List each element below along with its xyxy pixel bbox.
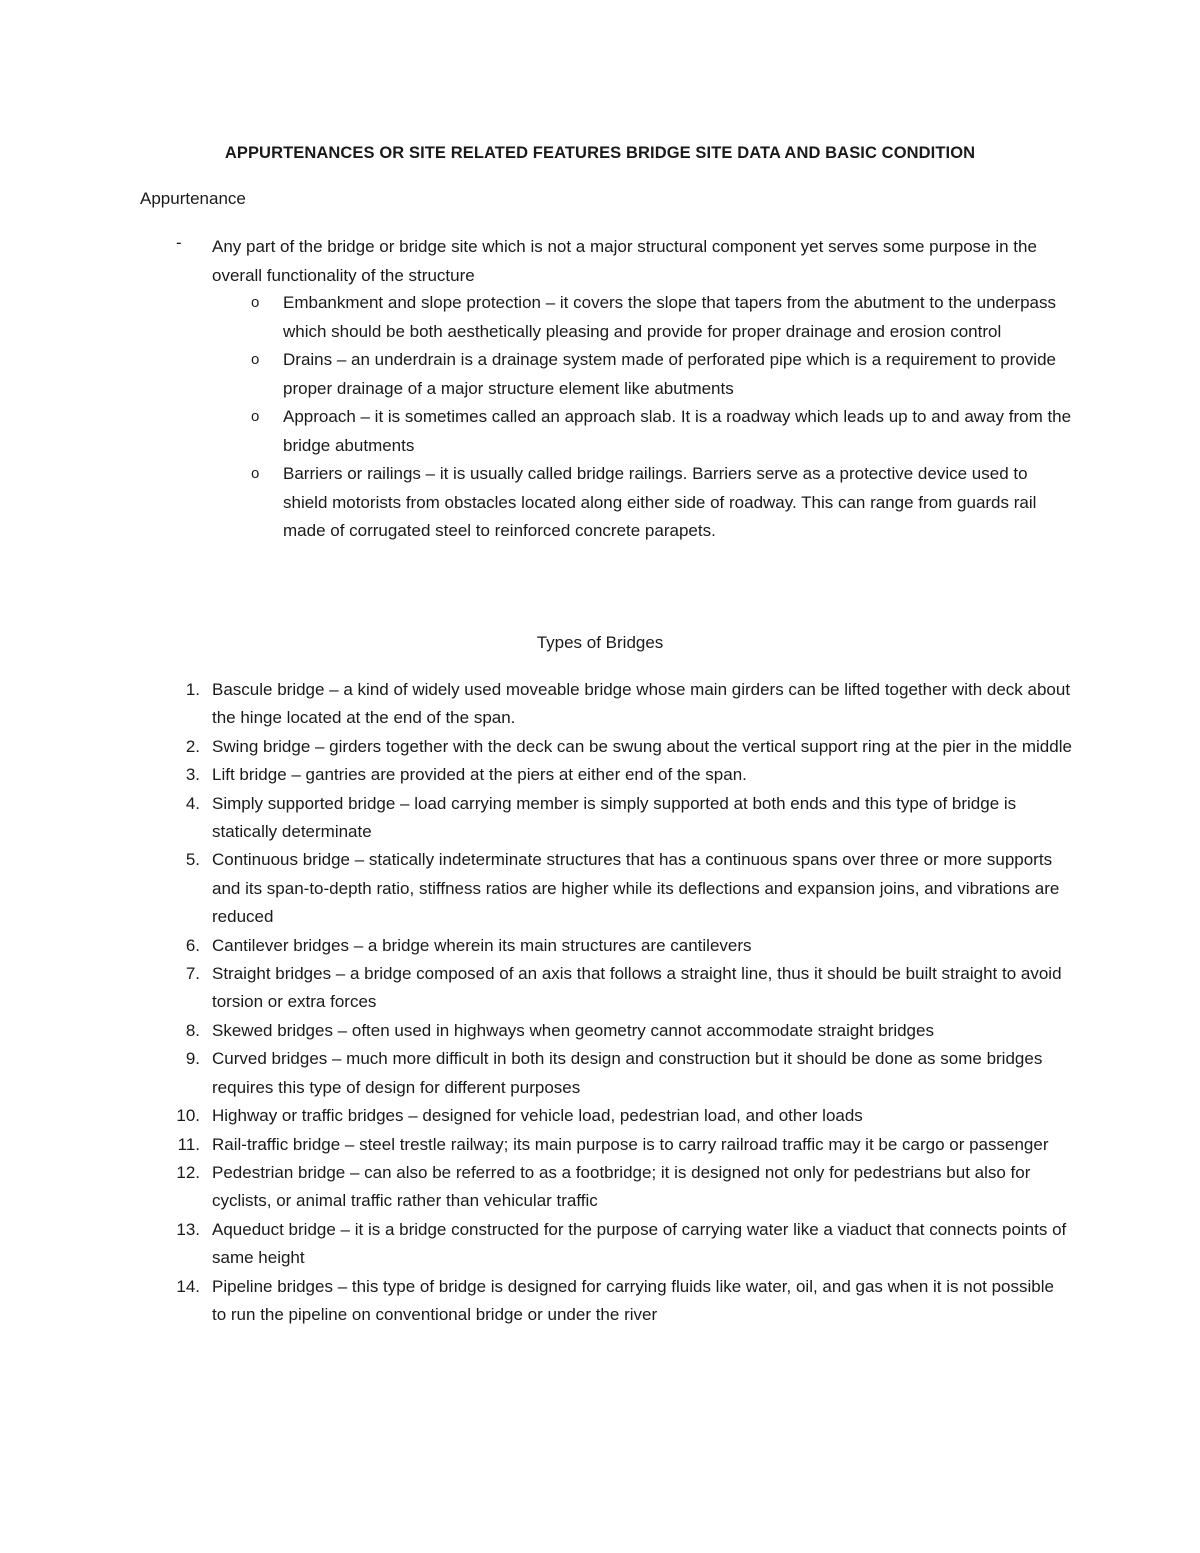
bridge-type-text: Straight bridges – a bridge composed of an axis that follows a straight line, thus it should be built straight to avoid torsion or extra forces [212, 964, 1062, 1012]
bridge-type-item [140, 1102, 1060, 1130]
bridge-type-item [140, 1131, 1060, 1159]
list-number: 13. [176, 1219, 200, 1239]
list-number: 9. [185, 1049, 200, 1069]
list-number: 4. [185, 793, 200, 813]
bridge-type-item [140, 676, 1071, 733]
bridge-type-item [140, 960, 1060, 1017]
list-number: 8. [185, 1020, 200, 1040]
bridge-type-item [140, 1273, 1060, 1330]
bridge-type-item [140, 1017, 1060, 1045]
types-heading: Types of Bridges [536, 633, 664, 652]
bridge-type-text: Simply supported bridge – load carrying member is simply supported at both ends and this type of bridge is statically determinate [212, 793, 1017, 842]
circle-bullet: o [251, 351, 260, 368]
list-number: 5. [185, 850, 200, 870]
appurtenance-list-text: Embankment and slope protection – it covers the slope that tapers from the abutment to the underpass which should be both aesthetically pleasing and provide for proper drainage and erosion control [283, 293, 1057, 341]
bridge-type-item [140, 932, 1060, 960]
appurtenance-list-text: Drains – an underdrain is a drainage system made of perforated pipe which is a requirement to provide proper drainage of a major structure element like abutments [283, 350, 1056, 398]
bridge-type-text: Cantilever bridges – a bridge wherein its main structures are cantilevers [212, 935, 752, 955]
bridge-type-text: Highway or traffic bridges – designed for vehicle load, pedestrian load, and other loads [212, 1106, 863, 1126]
bridge-type-text: Rail-traffic bridge – steel trestle railway; its main purpose is to carry railroad traffic may it be cargo or passenger [212, 1134, 1049, 1154]
list-number: 6. [185, 935, 200, 955]
bridge-type-item [140, 1216, 1067, 1273]
appurtenance-list-item [140, 460, 1060, 546]
list-number: 11. [177, 1134, 200, 1154]
list-number: 12. [176, 1162, 200, 1182]
dash-bullet: - [176, 233, 182, 252]
bridge-type-text: Bascule bridge – a kind of widely used moveable bridge whose main girders can be lifted together with deck about the hinge located at the end of the span. [212, 680, 1071, 728]
list-number: 1. [185, 680, 200, 699]
bridge-type-text: Swing bridge – girders together with the deck can be swung about the vertical support ring at the pier in the middle [212, 736, 1072, 756]
bridge-type-text: Aqueduct bridge – it is a bridge constructed for the purpose of carrying water like a viaduct that connects points of same height [212, 1219, 1067, 1268]
appurtenance-list-item [140, 346, 1060, 403]
bridge-type-text: Curved bridges – much more difficult in both its design and construction but it should be done as some bridges requires this type of design for different purposes [212, 1049, 1043, 1097]
appurtenance-list-text: Approach – it is sometimes called an approach slab. It is a roadway which leads up to and away from the bridge abutments [283, 407, 1072, 455]
appurtenance-heading: Appurtenance [140, 189, 246, 208]
bridge-type-item [140, 846, 1060, 931]
bridge-type-item [140, 1159, 1060, 1216]
bridge-type-text: Pedestrian bridge – can also be referred to as a footbridge; it is designed not only for pedestrians but also for cyclists, or animal traffic rather than vehicular traffic [212, 1162, 1031, 1211]
list-number: 14. [176, 1276, 200, 1296]
bridge-type-item [140, 733, 1072, 761]
circle-bullet: o [251, 408, 260, 425]
bridge-types-list [140, 676, 1072, 1329]
bridge-type-text: Lift bridge – gantries are provided at the piers at either end of the span. [212, 765, 747, 785]
appurtenance-list-text: Barriers or railings – it is usually called bridge railings. Barriers serve as a protective device used to shield motorists from obstacles located along either side of roadway. This can range from guards rail made of corrugated steel to reinforced concrete parapets. [283, 464, 1037, 540]
bridge-type-text: Skewed bridges – often used in highways when geometry cannot accommodate straight bridges [212, 1020, 934, 1040]
bridge-type-item [140, 1045, 1060, 1102]
list-number: 2. [185, 736, 200, 756]
appurtenance-list-item [140, 289, 1060, 346]
circle-bullet: o [251, 465, 260, 482]
document-title: APPURTENANCES OR SITE RELATED FEATURES BRIDGE SITE DATA AND BASIC CONDITION [224, 144, 976, 162]
bridge-type-text: Continuous bridge – statically indeterminate structures that has a continuous spans over three or more supports and its span-to-depth ratio, stiffness ratios are higher while its deflections and expansion joins, and vibrations are reduced [212, 850, 1060, 927]
bridge-type-text: Pipeline bridges – this type of bridge is designed for carrying fluids like water, oil, and gas when it is not possible to run the pipeline on conventional bridge or under the river [212, 1276, 1054, 1324]
list-number: 7. [185, 964, 200, 984]
appurtenance-list-item [140, 403, 1072, 460]
appurtenance-sub-list [140, 289, 1072, 546]
circle-bullet: o [251, 294, 260, 311]
list-number: 3. [185, 765, 200, 785]
list-number: 10. [176, 1106, 200, 1126]
appurtenance-definition: Any part of the bridge or bridge site which is not a major structural component yet serves some purpose in the overall functionality of the structure [212, 237, 1037, 285]
bridge-type-item [140, 761, 1060, 789]
bridge-type-item [140, 790, 1060, 847]
